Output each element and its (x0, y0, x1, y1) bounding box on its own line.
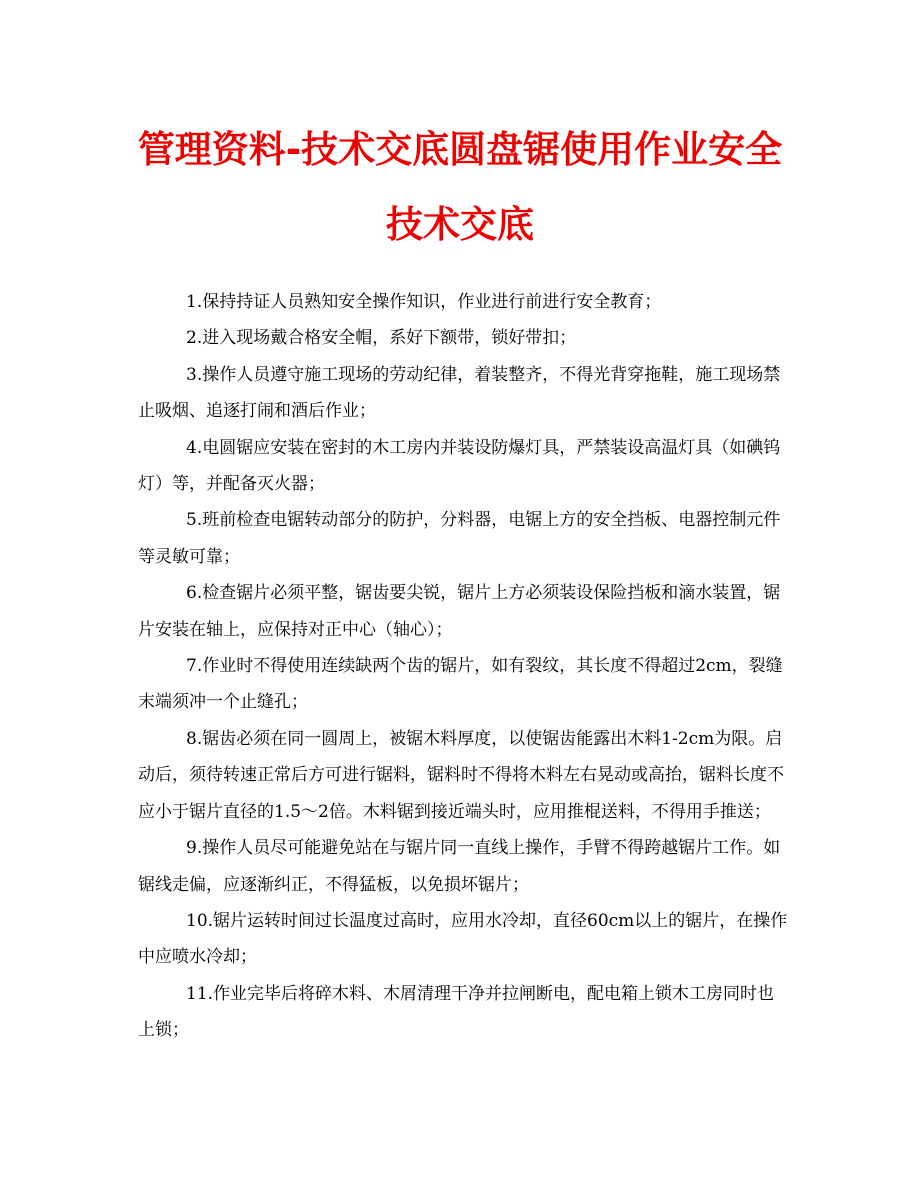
list-item: 1.保持持证人员熟知安全操作知识，作业进行前进行安全教育； (186, 292, 662, 312)
document-title: 管理资料-技术交底圆盘锯使用作业安全技术交底 (137, 128, 783, 246)
list-item: 8.锯齿必须在同一圆周上，被锯木料厚度，以使锯齿能露出木料1-2cm为限。启动后，须待转速正常后方可进行锯料，锯料时不得将木料左右晃动或高抬，锯料长度不应小于锯片直径的1.5～2倍。木料锯到接近端头时，应用推棍送料，不得用手推送； (138, 728, 784, 822)
list-item: 3.操作人员遵守施工现场的劳动纪律，着装整齐，不得光背穿拖鞋，施工现场禁止吸烟、追逐打闹和酒后作业； (138, 364, 781, 422)
list-item: 2.进入现场戴合格安全帽，系好下额带，锁好带扣； (186, 328, 577, 349)
list-item: 10.锯片运转时间过长温度过高时，应用水冷却，直径60cm以上的锯片，在操作中应喷水冷却； (138, 910, 788, 968)
list-item: 11.作业完毕后将碎木料、木屑清理干净并拉闸断电，配电箱上锁木工房同时也上锁； (138, 983, 775, 1041)
list-item: 4.电圆锯应安装在密封的木工房内并装设防爆灯具，严禁装设高温灯具（如碘钨灯）等，并配备灭火器； (138, 437, 781, 495)
list-item: 9.操作人员尽可能避免站在与锯片同一直线上操作，手臂不得跨越锯片工作。如锯线走偏，应逐渐纠正，不得猛板，以免损坏锯片； (138, 838, 781, 895)
document-body (138, 284, 790, 1049)
list-item: 5.班前检查电锯转动部分的防护，分料器，电锯上方的安全挡板、电器控制元件等灵敏可靠； (138, 510, 781, 567)
list-item: 7.作业时不得使用连续缺两个齿的锯片，如有裂纹，其长度不得超过2cm，裂缝末端须冲一个止缝孔； (138, 656, 783, 713)
list-item: 6.检查锯片必须平整，锯齿要尖锐，锯片上方必须装设保险挡板和滴水装置，锯片安装在轴上，应保持对正中心（轴心）； (138, 583, 781, 640)
